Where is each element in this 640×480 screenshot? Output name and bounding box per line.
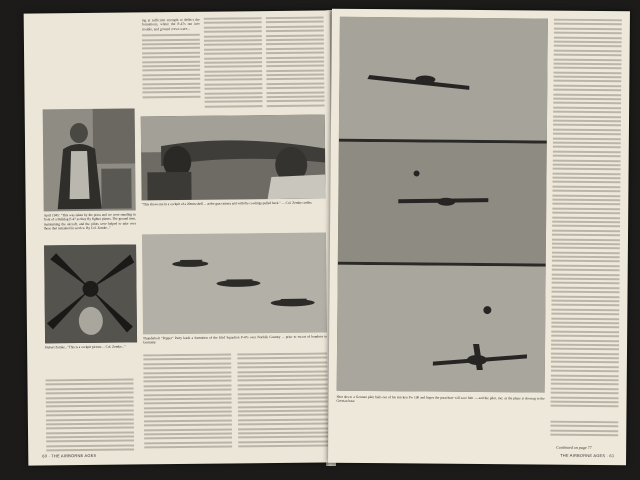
- gun-camera-caption: "This shows me in a cockpit of a 20mm shell ... at the gun camera and with the cowlings pulled back." — Col. Zemke credits.: [141, 200, 313, 207]
- p47-formation-photo: [142, 232, 327, 334]
- intro-text: ing at sufficient strength to deflect the formations, where the P-47s ran into trouble, and ground crews were...: [141, 17, 200, 32]
- formation-caption: Thunderbolt "Pepper" Party leads a formation of the 63rd Squadron P-47s over Norfolk Country ... prior to escort of bombers to Germany.: [143, 334, 328, 345]
- pilot-caption: April 1945: "This was taken by the press and we were standing in front of a Bulldog P-47 as they fly fighter planes. The ground men, maintaining the aircraft, and the pilots were helped to take over those that remained in service. By Col. Zemke...": [43, 212, 136, 231]
- pilot-figure-graphic: [43, 108, 136, 211]
- pilot-photo: [43, 108, 136, 211]
- propeller-caption: Hubert Zemke..."This is a cockpit picture ... Col. Zemke...": [45, 344, 126, 350]
- cockpit-graphic: [141, 114, 326, 200]
- shootdown-caption: Shot down: a German pilot bails out of his stricken Fw 190 and hopes the parachute will save him — and the pilot, too; as the plane is slowing to the German base.: [336, 394, 545, 404]
- right-bottom-text: [550, 421, 618, 444]
- left-intro-column-1: [142, 18, 201, 115]
- propeller-pilot-photo: [44, 244, 137, 343]
- right-folio: THE AIRBORNE AGES · 61: [560, 452, 615, 459]
- left-intro-column-3: [266, 16, 325, 113]
- continued-note: Continued on page 77: [556, 444, 592, 450]
- left-body-column-2: [143, 353, 232, 454]
- right-body-column: [550, 19, 621, 420]
- left-body-column-1: [45, 378, 134, 455]
- right-magazine-page: [328, 9, 630, 466]
- cockpit-gun-camera-photo: [141, 114, 326, 200]
- left-magazine-page: [24, 10, 335, 465]
- left-intro-column-2: [204, 17, 263, 114]
- shootdown-sequence-graphic: [337, 17, 548, 393]
- left-body-column-3: [237, 352, 328, 453]
- left-folio: 60 · THE AIRBORNE AGES: [42, 452, 97, 459]
- aircraft-shootdown-photo: [337, 17, 548, 393]
- formation-aircraft-graphic: [142, 232, 327, 334]
- propeller-graphic: [44, 244, 137, 343]
